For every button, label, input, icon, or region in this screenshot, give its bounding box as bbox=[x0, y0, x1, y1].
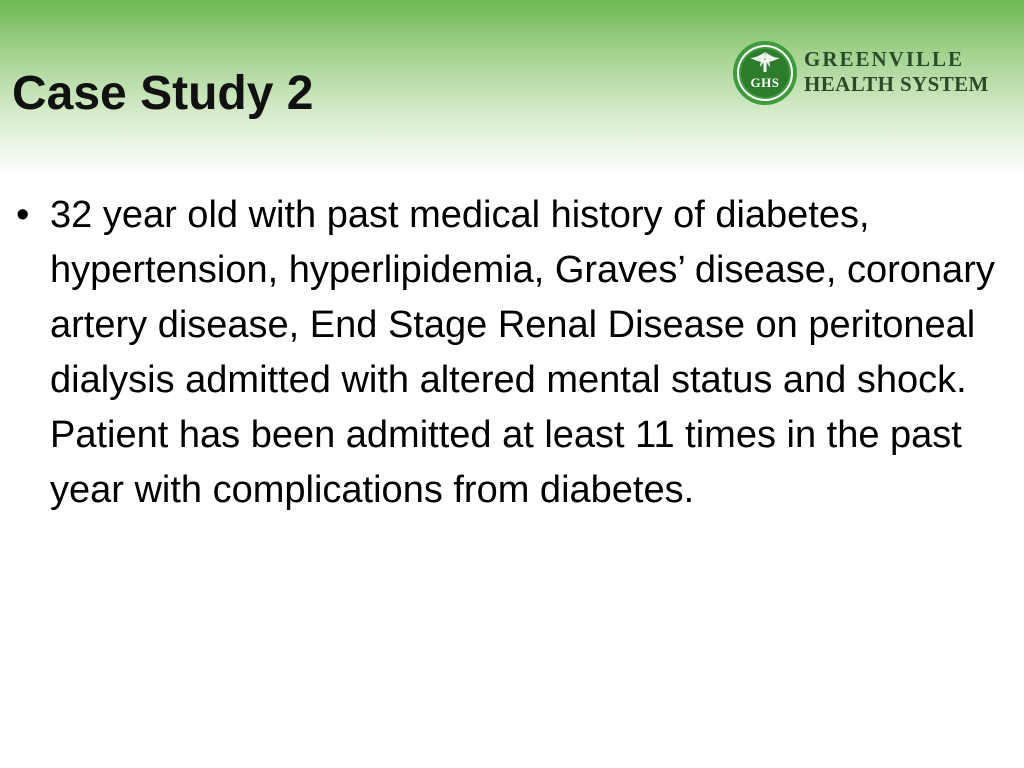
logo-text-line-1: GREENVILLE bbox=[804, 47, 965, 71]
palm-tree-seal-icon bbox=[732, 40, 798, 106]
bullet-list bbox=[16, 188, 1012, 518]
bullet-marker: • bbox=[16, 194, 30, 236]
slide-title: Case Study 2 bbox=[12, 67, 314, 120]
bullet-item bbox=[16, 188, 1012, 518]
bullet-text: 32 year old with past medical history of diabetes, hypertension, hyperlipidemia, Graves’ disease, coronary artery disease, End Stage Renal Disease on peritoneal dialysis admitted with altered mental status and shock. Patient has been admitted at least 11 times in the past year with complications from diabetes. bbox=[50, 194, 1006, 511]
logo-text-line-2: HEALTH SYSTEM bbox=[804, 72, 989, 96]
logo-emblem-text: GHS bbox=[750, 75, 780, 90]
greenville-health-system-logo bbox=[732, 40, 1002, 106]
